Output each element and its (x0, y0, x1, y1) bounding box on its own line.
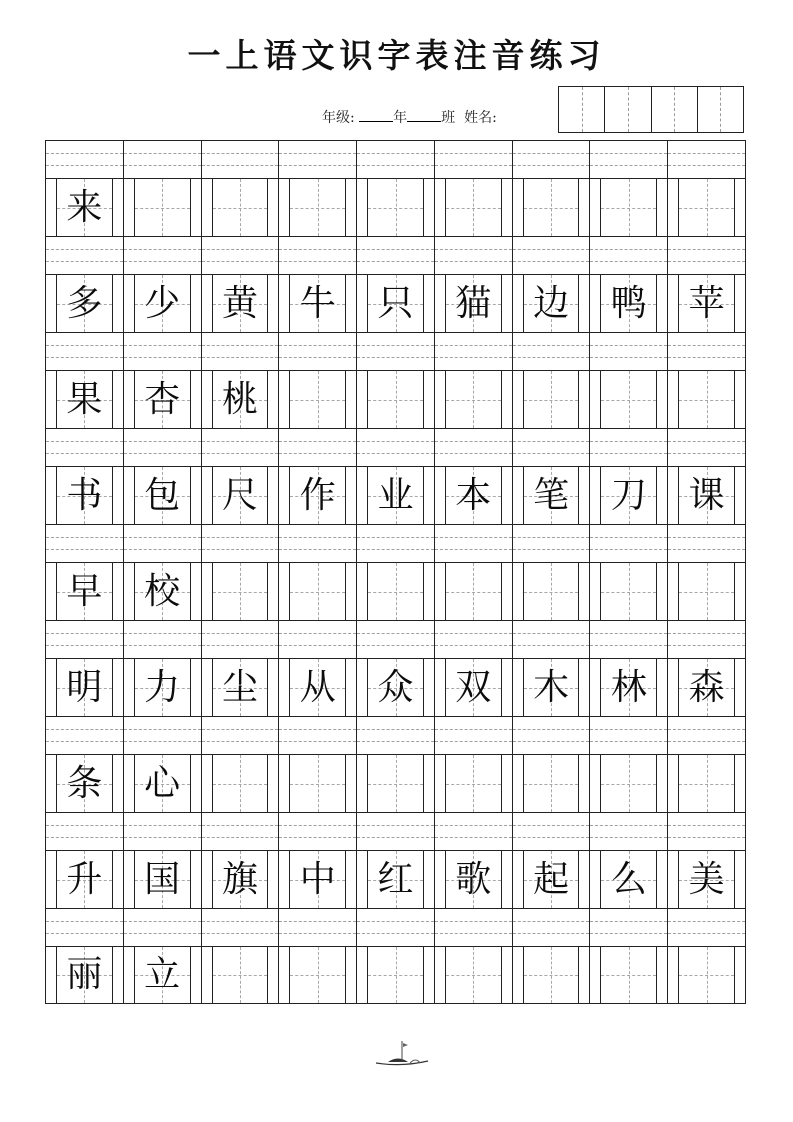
pinyin-row (45, 428, 746, 466)
hanzi-character (202, 947, 279, 1003)
hanzi-character (279, 179, 356, 236)
name-writing-grid[interactable] (558, 86, 744, 133)
hanzi-character: 么 (610, 858, 647, 900)
pinyin-cell[interactable] (278, 909, 356, 946)
pinyin-row (45, 716, 746, 754)
hanzi-character (590, 947, 667, 1003)
practice-row (45, 428, 746, 524)
student-info-line (322, 107, 497, 127)
hanzi-character (668, 947, 745, 1003)
hanzi-slot (123, 851, 201, 908)
hanzi-row (45, 178, 746, 236)
name-cell[interactable] (651, 87, 697, 132)
pinyin-cell[interactable] (589, 717, 667, 754)
pinyin-cell[interactable] (123, 909, 201, 946)
hanzi-slot (278, 851, 356, 908)
pinyin-cell[interactable] (589, 237, 667, 274)
pinyin-cell[interactable] (45, 333, 123, 370)
hanzi-character: 业 (377, 474, 414, 516)
pinyin-cell[interactable] (434, 237, 512, 274)
pinyin-cell[interactable] (434, 717, 512, 754)
hanzi-slot (434, 659, 512, 716)
pinyin-cell[interactable] (667, 525, 746, 562)
hanzi-slot (201, 179, 279, 236)
hanzi-row (45, 274, 746, 332)
practice-row (45, 236, 746, 332)
hanzi-character: 美 (688, 858, 725, 900)
hanzi-character (590, 371, 667, 428)
hanzi-character: 只 (377, 282, 414, 324)
hanzi-character: 包 (144, 474, 181, 516)
hanzi-character (513, 947, 590, 1003)
hanzi-character: 苹 (688, 282, 725, 324)
hanzi-slot (278, 563, 356, 620)
hanzi-slot (123, 947, 201, 1003)
pinyin-cell[interactable] (434, 141, 512, 178)
hanzi-row (45, 850, 746, 908)
hanzi-character: 来 (66, 186, 103, 228)
hanzi-character: 中 (299, 858, 336, 900)
hanzi-character: 双 (455, 666, 492, 708)
hanzi-slot (356, 659, 434, 716)
hanzi-character: 课 (688, 474, 725, 516)
hanzi-slot (356, 275, 434, 332)
hanzi-character: 丽 (66, 954, 103, 995)
hanzi-slot (512, 659, 590, 716)
pinyin-cell[interactable] (278, 813, 356, 850)
pinyin-cell[interactable] (512, 525, 590, 562)
hanzi-slot (667, 467, 746, 524)
hanzi-character: 本 (455, 474, 492, 516)
pinyin-cell[interactable] (434, 429, 512, 466)
pinyin-cell[interactable] (667, 141, 746, 178)
pinyin-cell[interactable] (667, 717, 746, 754)
pinyin-cell[interactable] (434, 813, 512, 850)
pinyin-cell[interactable] (434, 909, 512, 946)
hanzi-character: 起 (533, 858, 570, 900)
hanzi-slot (278, 755, 356, 812)
pinyin-cell[interactable] (45, 429, 123, 466)
name-cell[interactable] (559, 87, 604, 132)
hanzi-row (45, 754, 746, 812)
hanzi-character (668, 755, 745, 812)
pinyin-cell[interactable] (589, 525, 667, 562)
hanzi-character (357, 179, 434, 236)
hanzi-character: 作 (299, 474, 336, 516)
hanzi-slot (201, 659, 279, 716)
pinyin-row (45, 140, 746, 178)
hanzi-row (45, 562, 746, 620)
pinyin-cell[interactable] (512, 333, 590, 370)
hanzi-character (202, 179, 279, 236)
hanzi-slot (434, 179, 512, 236)
hanzi-character (279, 563, 356, 620)
grade-label: 年级: (322, 110, 355, 126)
pinyin-row (45, 908, 746, 946)
hanzi-slot (45, 851, 123, 908)
hanzi-slot (667, 179, 746, 236)
pinyin-cell[interactable] (278, 525, 356, 562)
hanzi-slot (512, 467, 590, 524)
hanzi-slot (356, 563, 434, 620)
pinyin-cell[interactable] (356, 237, 434, 274)
page-title: 一上语文识字表注音练习 (187, 36, 606, 75)
hanzi-character (513, 371, 590, 428)
hanzi-character: 旗 (221, 858, 258, 900)
pinyin-cell[interactable] (667, 909, 746, 946)
hanzi-slot (589, 467, 667, 524)
pinyin-cell[interactable] (434, 333, 512, 370)
pinyin-cell[interactable] (589, 813, 667, 850)
pinyin-cell[interactable] (123, 717, 201, 754)
hanzi-slot (434, 563, 512, 620)
practice-row (45, 620, 746, 716)
hanzi-character: 众 (377, 666, 414, 708)
hanzi-slot (589, 371, 667, 428)
pinyin-cell[interactable] (589, 429, 667, 466)
hanzi-character (435, 371, 512, 428)
hanzi-slot (123, 179, 201, 236)
pinyin-cell[interactable] (278, 621, 356, 658)
hanzi-slot (201, 851, 279, 908)
hanzi-slot (123, 563, 201, 620)
hanzi-slot (45, 659, 123, 716)
pinyin-cell[interactable] (123, 813, 201, 850)
hanzi-slot (278, 179, 356, 236)
hanzi-slot (356, 467, 434, 524)
hanzi-character (668, 563, 745, 620)
hanzi-slot (589, 947, 667, 1003)
hanzi-slot (278, 467, 356, 524)
hanzi-character (357, 947, 434, 1003)
grade-blank[interactable] (359, 109, 393, 122)
class-label: 班 (441, 110, 456, 126)
hanzi-slot (123, 467, 201, 524)
pinyin-cell[interactable] (45, 141, 123, 178)
hanzi-character: 从 (299, 666, 336, 708)
pinyin-cell[interactable] (201, 525, 279, 562)
hanzi-slot (434, 467, 512, 524)
pinyin-cell[interactable] (589, 621, 667, 658)
hanzi-character (202, 563, 279, 620)
hanzi-slot (512, 371, 590, 428)
pinyin-cell[interactable] (589, 909, 667, 946)
hanzi-character: 少 (144, 282, 181, 324)
hanzi-slot (512, 947, 590, 1003)
hanzi-character (357, 563, 434, 620)
pinyin-cell[interactable] (356, 333, 434, 370)
hanzi-character: 立 (144, 954, 181, 995)
hanzi-character: 鸭 (610, 282, 647, 324)
hanzi-slot (123, 275, 201, 332)
hanzi-slot (512, 275, 590, 332)
pinyin-cell[interactable] (201, 333, 279, 370)
practice-row (45, 524, 746, 620)
pinyin-row (45, 620, 746, 658)
pinyin-cell[interactable] (201, 909, 279, 946)
pinyin-cell[interactable] (512, 813, 590, 850)
hanzi-slot (45, 947, 123, 1003)
hanzi-character (124, 179, 201, 236)
hanzi-slot (278, 947, 356, 1003)
hanzi-character: 尘 (221, 666, 258, 708)
pinyin-cell[interactable] (45, 621, 123, 658)
hanzi-character (435, 563, 512, 620)
practice-row (45, 332, 746, 428)
hanzi-character: 猫 (455, 282, 492, 324)
hanzi-slot (512, 755, 590, 812)
hanzi-character (668, 371, 745, 428)
hanzi-slot (45, 755, 123, 812)
pinyin-cell[interactable] (356, 717, 434, 754)
hanzi-slot (667, 851, 746, 908)
hanzi-character: 牛 (299, 282, 336, 324)
hanzi-slot (356, 947, 434, 1003)
hanzi-slot (123, 755, 201, 812)
hanzi-slot (667, 563, 746, 620)
hanzi-slot (512, 851, 590, 908)
pinyin-row (45, 812, 746, 850)
pinyin-cell[interactable] (278, 333, 356, 370)
hanzi-slot (434, 851, 512, 908)
hanzi-slot (201, 947, 279, 1003)
hanzi-character: 力 (144, 666, 181, 708)
hanzi-slot (201, 755, 279, 812)
pinyin-cell[interactable] (201, 813, 279, 850)
pinyin-cell[interactable] (45, 525, 123, 562)
hanzi-character: 心 (144, 762, 181, 804)
hanzi-character: 桃 (221, 378, 258, 420)
hanzi-row (45, 466, 746, 524)
name-cell[interactable] (604, 87, 650, 132)
hanzi-character (279, 947, 356, 1003)
hanzi-slot (512, 179, 590, 236)
pinyin-cell[interactable] (667, 621, 746, 658)
hanzi-character: 校 (144, 570, 181, 612)
pinyin-cell[interactable] (356, 141, 434, 178)
pinyin-cell[interactable] (123, 237, 201, 274)
hanzi-character: 多 (66, 282, 103, 324)
practice-row (45, 140, 746, 236)
pinyin-cell[interactable] (123, 141, 201, 178)
hanzi-character: 明 (66, 666, 103, 708)
hanzi-character (513, 755, 590, 812)
hanzi-character (202, 755, 279, 812)
pinyin-cell[interactable] (278, 717, 356, 754)
hanzi-slot (589, 275, 667, 332)
name-label: 姓名: (464, 110, 497, 126)
hanzi-slot (434, 755, 512, 812)
hanzi-character (279, 371, 356, 428)
hanzi-slot (45, 275, 123, 332)
hanzi-slot (123, 659, 201, 716)
hanzi-character (668, 179, 745, 236)
pinyin-cell[interactable] (356, 429, 434, 466)
hanzi-slot (201, 467, 279, 524)
hanzi-character (513, 563, 590, 620)
hanzi-slot (589, 755, 667, 812)
pinyin-cell[interactable] (667, 429, 746, 466)
hanzi-character: 果 (66, 378, 103, 420)
hanzi-slot (123, 371, 201, 428)
hanzi-character: 笔 (533, 474, 570, 516)
class-blank[interactable] (407, 109, 441, 122)
hanzi-character (590, 563, 667, 620)
hanzi-slot (278, 275, 356, 332)
pinyin-cell[interactable] (667, 813, 746, 850)
pinyin-cell[interactable] (512, 717, 590, 754)
pinyin-cell[interactable] (201, 717, 279, 754)
hanzi-slot (667, 659, 746, 716)
ink-boat-logo (372, 1033, 432, 1073)
pinyin-cell[interactable] (123, 333, 201, 370)
hanzi-slot (201, 275, 279, 332)
hanzi-character: 木 (533, 666, 570, 708)
pinyin-cell[interactable] (512, 621, 590, 658)
pinyin-cell[interactable] (356, 813, 434, 850)
pinyin-cell[interactable] (278, 237, 356, 274)
practice-row (45, 716, 746, 812)
hanzi-slot (45, 179, 123, 236)
hanzi-character (435, 947, 512, 1003)
pinyin-row (45, 524, 746, 562)
pinyin-cell[interactable] (512, 429, 590, 466)
hanzi-slot (512, 563, 590, 620)
pinyin-cell[interactable] (123, 429, 201, 466)
pinyin-cell[interactable] (667, 333, 746, 370)
hanzi-slot (434, 371, 512, 428)
hanzi-slot (667, 947, 746, 1003)
hanzi-character: 林 (610, 666, 647, 708)
hanzi-character (513, 179, 590, 236)
hanzi-slot (356, 755, 434, 812)
name-cell[interactable] (697, 87, 743, 132)
pinyin-cell[interactable] (201, 237, 279, 274)
hanzi-character: 杏 (144, 378, 181, 420)
practice-sheet (45, 140, 746, 1004)
hanzi-character: 森 (688, 666, 725, 708)
hanzi-character: 红 (377, 858, 414, 900)
pinyin-cell[interactable] (201, 621, 279, 658)
pinyin-cell[interactable] (434, 525, 512, 562)
hanzi-slot (45, 563, 123, 620)
hanzi-row (45, 370, 746, 428)
pinyin-cell[interactable] (667, 237, 746, 274)
pinyin-cell[interactable] (512, 141, 590, 178)
hanzi-slot (434, 275, 512, 332)
hanzi-character (357, 371, 434, 428)
hanzi-slot (45, 467, 123, 524)
pinyin-cell[interactable] (45, 717, 123, 754)
hanzi-character: 国 (144, 858, 181, 900)
hanzi-character (357, 755, 434, 812)
hanzi-character: 尺 (221, 474, 258, 516)
hanzi-slot (201, 563, 279, 620)
pinyin-cell[interactable] (356, 525, 434, 562)
pinyin-cell[interactable] (356, 621, 434, 658)
pinyin-cell[interactable] (589, 141, 667, 178)
hanzi-row (45, 946, 746, 1004)
hanzi-character: 升 (66, 858, 103, 900)
hanzi-slot (589, 659, 667, 716)
hanzi-character (435, 179, 512, 236)
hanzi-slot (356, 851, 434, 908)
hanzi-character: 条 (66, 762, 103, 804)
hanzi-character: 边 (533, 282, 570, 324)
pinyin-cell[interactable] (278, 141, 356, 178)
hanzi-slot (589, 851, 667, 908)
pinyin-cell[interactable] (45, 813, 123, 850)
pinyin-cell[interactable] (201, 429, 279, 466)
hanzi-slot (589, 179, 667, 236)
hanzi-character: 刀 (610, 474, 647, 516)
pinyin-cell[interactable] (512, 909, 590, 946)
hanzi-slot (356, 371, 434, 428)
hanzi-slot (667, 275, 746, 332)
pinyin-cell[interactable] (201, 141, 279, 178)
hanzi-row (45, 658, 746, 716)
pinyin-row (45, 332, 746, 370)
pinyin-cell[interactable] (45, 237, 123, 274)
hanzi-character (590, 755, 667, 812)
pinyin-cell[interactable] (434, 621, 512, 658)
hanzi-slot (434, 947, 512, 1003)
hanzi-slot (45, 371, 123, 428)
hanzi-slot (278, 371, 356, 428)
practice-row (45, 908, 746, 1004)
hanzi-character: 早 (66, 570, 103, 612)
hanzi-character (279, 755, 356, 812)
hanzi-slot (278, 659, 356, 716)
pinyin-cell[interactable] (356, 909, 434, 946)
hanzi-slot (589, 563, 667, 620)
pinyin-cell[interactable] (589, 333, 667, 370)
pinyin-cell[interactable] (512, 237, 590, 274)
hanzi-character: 书 (66, 474, 103, 516)
hanzi-character: 黄 (221, 282, 258, 324)
pinyin-cell[interactable] (45, 909, 123, 946)
hanzi-character: 歌 (455, 858, 492, 900)
hanzi-character (435, 755, 512, 812)
year-label: 年 (393, 110, 408, 126)
hanzi-character (590, 179, 667, 236)
practice-row (45, 812, 746, 908)
pinyin-cell[interactable] (278, 429, 356, 466)
pinyin-cell[interactable] (123, 525, 201, 562)
hanzi-slot (201, 371, 279, 428)
hanzi-slot (356, 179, 434, 236)
pinyin-cell[interactable] (123, 621, 201, 658)
pinyin-row (45, 236, 746, 274)
hanzi-slot (667, 371, 746, 428)
hanzi-slot (667, 755, 746, 812)
